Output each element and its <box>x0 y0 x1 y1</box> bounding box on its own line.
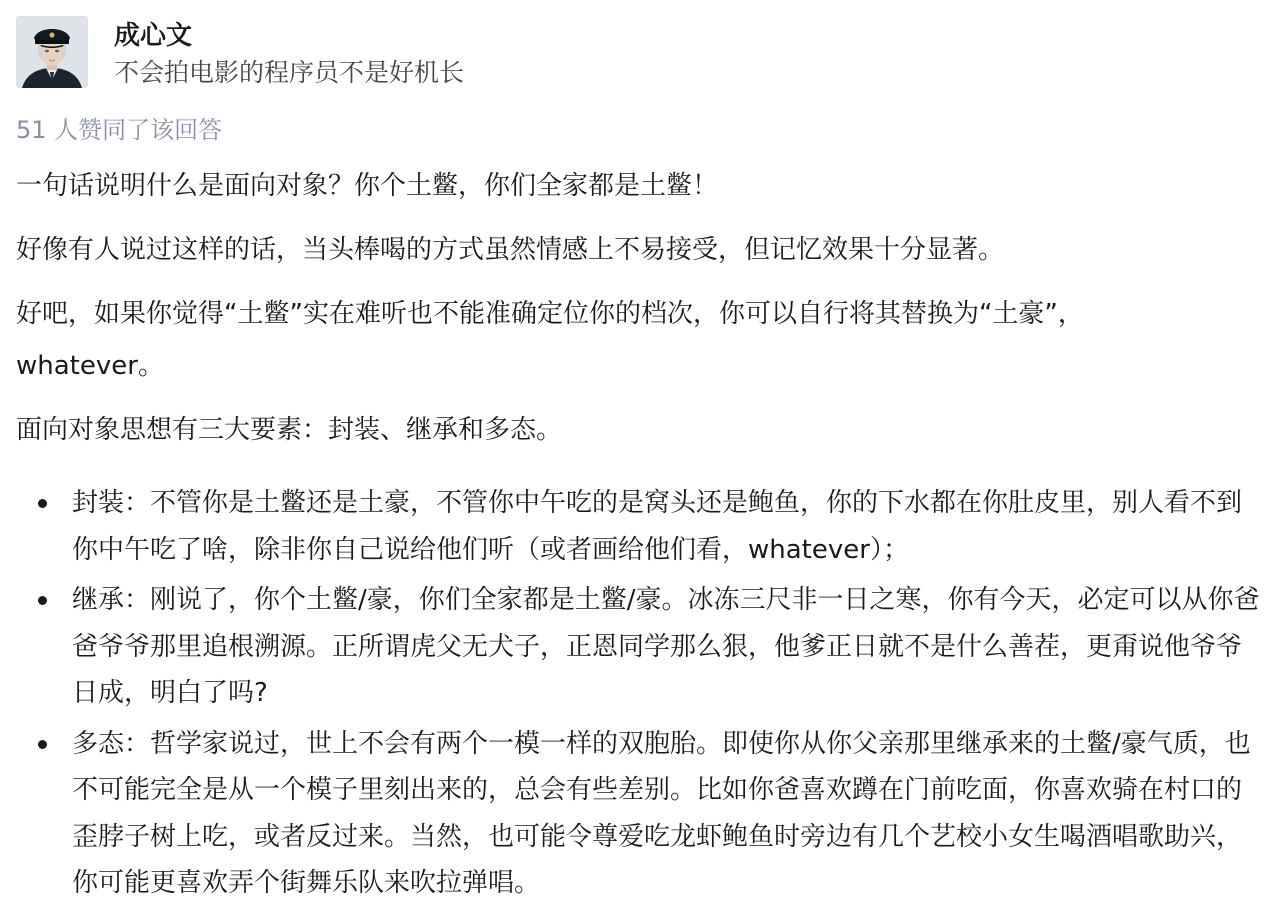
answer-bullet-list <box>16 480 1264 907</box>
bullet-dot-icon <box>38 499 47 508</box>
list-item-text: 多态：哲学家说过，世上不会有两个一模一样的双胞胎。即使你从你父亲那里继承来的土鳖/豪气质，也不可能完全是从一个模子里刻出来的，总会有些差别。比如你爸喜欢蹲在门前吃面，你喜欢骑在村口的歪脖子树上吃，或者反过来。当然，也可能令尊爱吃龙虾鲍鱼时旁边有几个艺校小女生喝酒唱歌助兴，你可能更喜欢弄个街舞乐队来吹拉弹唱。 <box>72 728 1251 898</box>
list-item-text: 封装：不管你是土鳖还是土豪，不管你中午吃的是窝头还是鲍鱼，你的下水都在你肚皮里，别人看不到你中午吃了啥，除非你自己说给他们听（或者画给他们看，whatever）； <box>72 488 1243 565</box>
author-bio: 不会拍电影的程序员不是好机长 <box>114 58 465 87</box>
bullet-dot-icon <box>38 596 47 605</box>
answer-paragraph: 好吧，如果你觉得“土鳖”实在难听也不能准确定位你的档次，你可以自行将其替换为“土豪”，whatever。 <box>16 299 1084 381</box>
author-avatar[interactable] <box>16 16 88 88</box>
answer-content <box>16 160 1264 911</box>
answer-paragraph: 好像有人说过这样的话，当头棒喝的方式虽然情感上不易接受，但记忆效果十分显著。 <box>16 235 1005 265</box>
vote-count: 51 人赞同了该回答 <box>16 116 223 144</box>
list-item <box>16 721 1264 907</box>
list-item-text: 继承：刚说了，你个土鳖/豪，你们全家都是土鳖/豪。冰冻三尺非一日之寒，你有今天，必定可以从你爸爸爷爷那里追根溯源。正所谓虎父无犬子，正恩同学那么狠，他爹正日就不是什么善茬，更甭说他爷爷日成，明白了吗? <box>72 585 1260 708</box>
author-name[interactable]: 成心文 <box>114 21 193 51</box>
author-header <box>16 16 1264 92</box>
pilot-avatar-image <box>16 16 88 88</box>
list-item <box>16 480 1264 573</box>
answer-paragraph: 面向对象思想有三大要素：封装、继承和多态。 <box>16 415 563 445</box>
bullet-dot-icon <box>38 740 47 749</box>
answer-paragraph: 一句话说明什么是面向对象？你个土鳖，你们全家都是土鳖！ <box>16 171 719 201</box>
list-item <box>16 577 1264 717</box>
